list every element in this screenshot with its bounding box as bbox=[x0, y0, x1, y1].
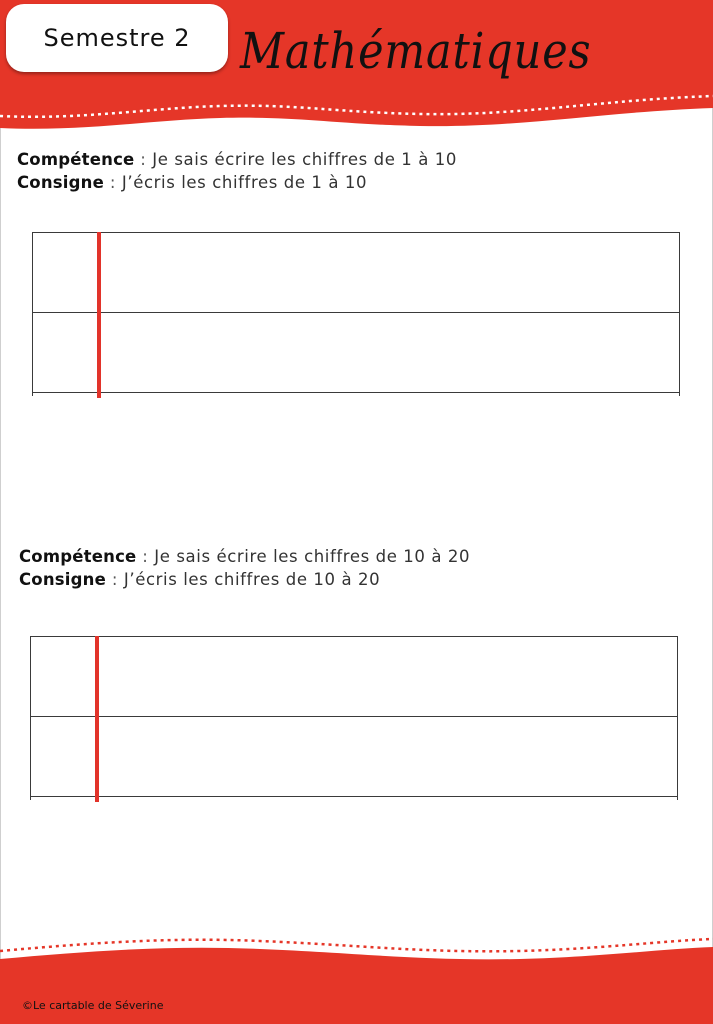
writing-line bbox=[32, 312, 680, 313]
page-title: Mathématiques bbox=[240, 22, 592, 80]
competence-text: Je sais écrire les chiffres de 10 à 20 bbox=[154, 547, 471, 566]
left-border bbox=[32, 232, 33, 396]
exercise-2-consigne: Consigne : J’écris les chiffres de 10 à 20 bbox=[19, 570, 381, 589]
exercise-1-instructions bbox=[17, 148, 457, 194]
exercise-1-consigne: Consigne : J’écris les chiffres de 1 à 10 bbox=[17, 173, 368, 192]
left-border bbox=[30, 636, 31, 800]
red-margin-line bbox=[97, 232, 101, 398]
competence-label: Compétence bbox=[17, 150, 135, 169]
consigne-text: J’écris les chiffres de 10 à 20 bbox=[123, 570, 381, 589]
consigne-label: Consigne bbox=[17, 173, 105, 192]
writing-line bbox=[30, 796, 678, 797]
footer-stitch-line bbox=[0, 939, 713, 951]
consigne-text: J’écris les chiffres de 1 à 10 bbox=[121, 173, 368, 192]
exercise-1-competence: Compétence : Je sais écrire les chiffres de 1 à 10 bbox=[17, 150, 457, 169]
writing-line bbox=[32, 232, 680, 233]
competence-label: Compétence bbox=[19, 547, 137, 566]
right-border bbox=[679, 232, 680, 396]
exercise-1-writing-area[interactable] bbox=[32, 232, 680, 397]
semestre-text: Semestre 2 bbox=[43, 24, 191, 52]
right-border bbox=[677, 636, 678, 800]
exercise-2-instructions bbox=[19, 545, 470, 591]
footer-red-band bbox=[0, 947, 713, 1024]
competence-text: Je sais écrire les chiffres de 1 à 10 bbox=[152, 150, 457, 169]
exercise-2-writing-area[interactable] bbox=[30, 636, 678, 801]
writing-line bbox=[30, 716, 678, 717]
copyright-text: ©Le cartable de Séverine bbox=[22, 999, 164, 1012]
exercise-2-competence: Compétence : Je sais écrire les chiffres de 10 à 20 bbox=[19, 547, 471, 566]
red-margin-line bbox=[95, 636, 99, 802]
consigne-label: Consigne bbox=[19, 570, 107, 589]
semestre-label bbox=[6, 4, 228, 72]
writing-line bbox=[30, 636, 678, 637]
writing-line bbox=[32, 392, 680, 393]
